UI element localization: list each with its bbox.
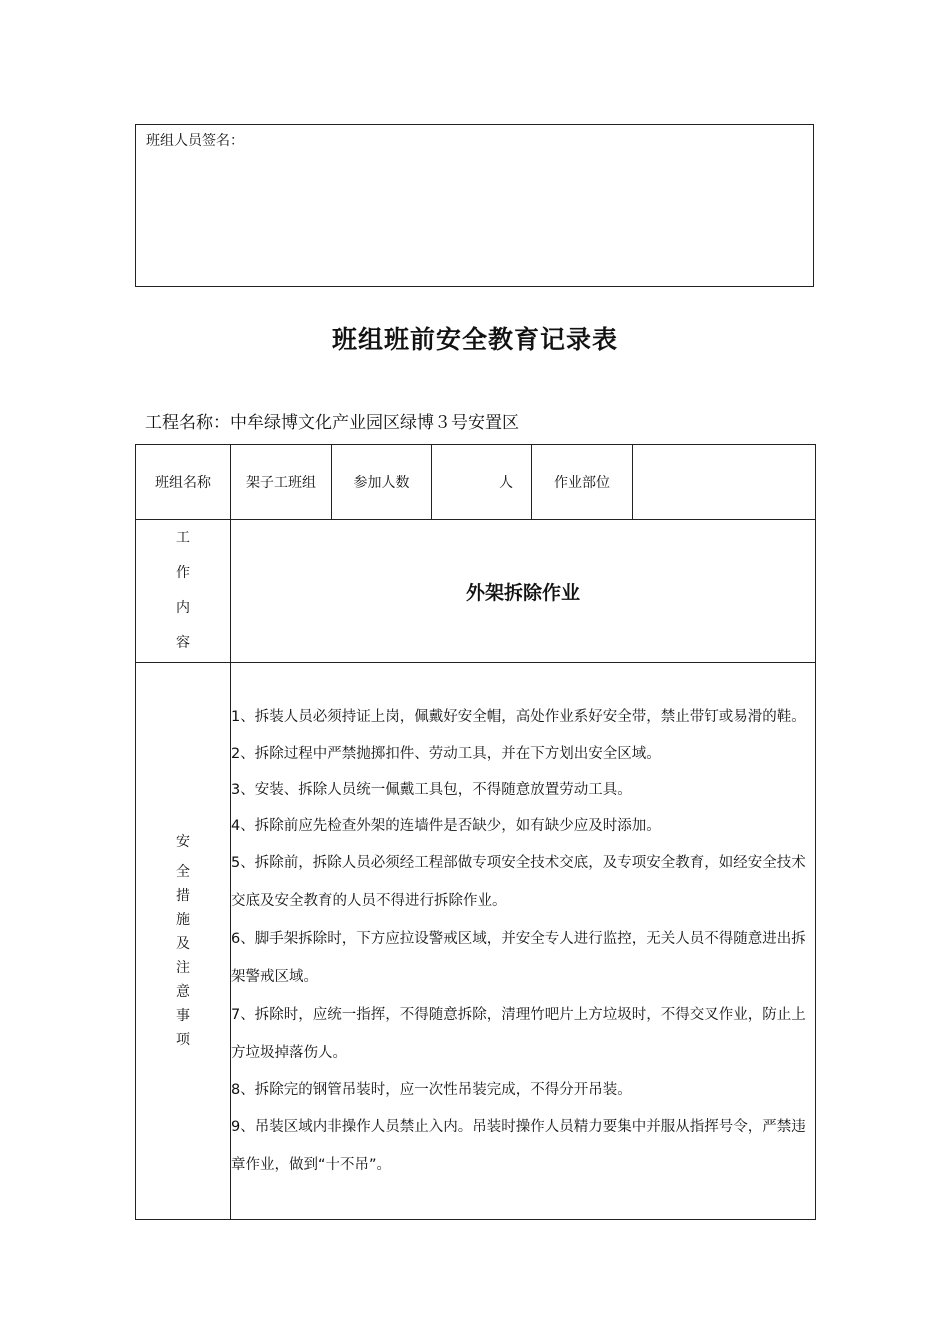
work-content-value: 外架拆除作业 (231, 520, 816, 663)
safety-label: 安 全 措 施 及 注 意 事 项 (136, 663, 231, 1220)
safety-measures (231, 663, 816, 1220)
record-table (135, 444, 816, 1220)
team-name-label: 班组名称 (136, 445, 231, 520)
safety-item: 6、脚手架拆除时，下方应拉设警戒区域，并安全专人进行监控，无关人员不得随意进出拆架警戒区域。 (231, 931, 806, 985)
signature-label: 班组人员签名： (146, 133, 244, 149)
header-row (136, 445, 816, 520)
safety-item: 3、安装、拆除人员统一佩戴工具包，不得随意放置劳动工具。 (231, 782, 632, 798)
work-content-label: 工 作 内 容 (136, 520, 231, 663)
safety-item: 2、拆除过程中严禁抛掷扣件、劳动工具，并在下方划出安全区域。 (231, 746, 661, 762)
location-label: 作业部位 (532, 445, 633, 520)
team-name-value: 架子工班组 (231, 445, 332, 520)
signature-box (135, 124, 814, 287)
safety-item: 9、吊装区域内非操作人员禁止入内。吊装时操作人员精力要集中并服从指挥号令，严禁违章作业，做到“十不吊”。 (231, 1119, 806, 1173)
location-value (633, 445, 816, 520)
safety-row (136, 663, 816, 1220)
project-label: 工程名称： (145, 413, 230, 433)
safety-item: 8、拆除完的钢管吊装时，应一次性吊装完成，不得分开吊装。 (231, 1082, 632, 1098)
project-name: 中牟绿博文化产业园区绿博３号安置区 (230, 413, 519, 433)
safety-item: 5、拆除前，拆除人员必须经工程部做专项安全技术交底，及专项安全教育，如经安全技术交底及安全教育的人员不得进行拆除作业。 (231, 855, 806, 909)
safety-item: 7、拆除时，应统一指挥，不得随意拆除，清理竹吧片上方垃圾时，不得交叉作业，防止上方垃圾掉落伤人。 (231, 1007, 806, 1061)
work-content-row (136, 520, 816, 663)
project-line (145, 408, 519, 433)
page-title: 班组班前安全教育记录表 (331, 325, 618, 354)
participants-unit: 人 (432, 445, 532, 520)
safety-item: 1、拆装人员必须持证上岗，佩戴好安全帽，高处作业系好安全带，禁止带钉或易滑的鞋。 (231, 709, 806, 725)
safety-item: 4、拆除前应先检查外架的连墙件是否缺少，如有缺少应及时添加。 (231, 818, 661, 834)
participants-label: 参加人数 (332, 445, 432, 520)
